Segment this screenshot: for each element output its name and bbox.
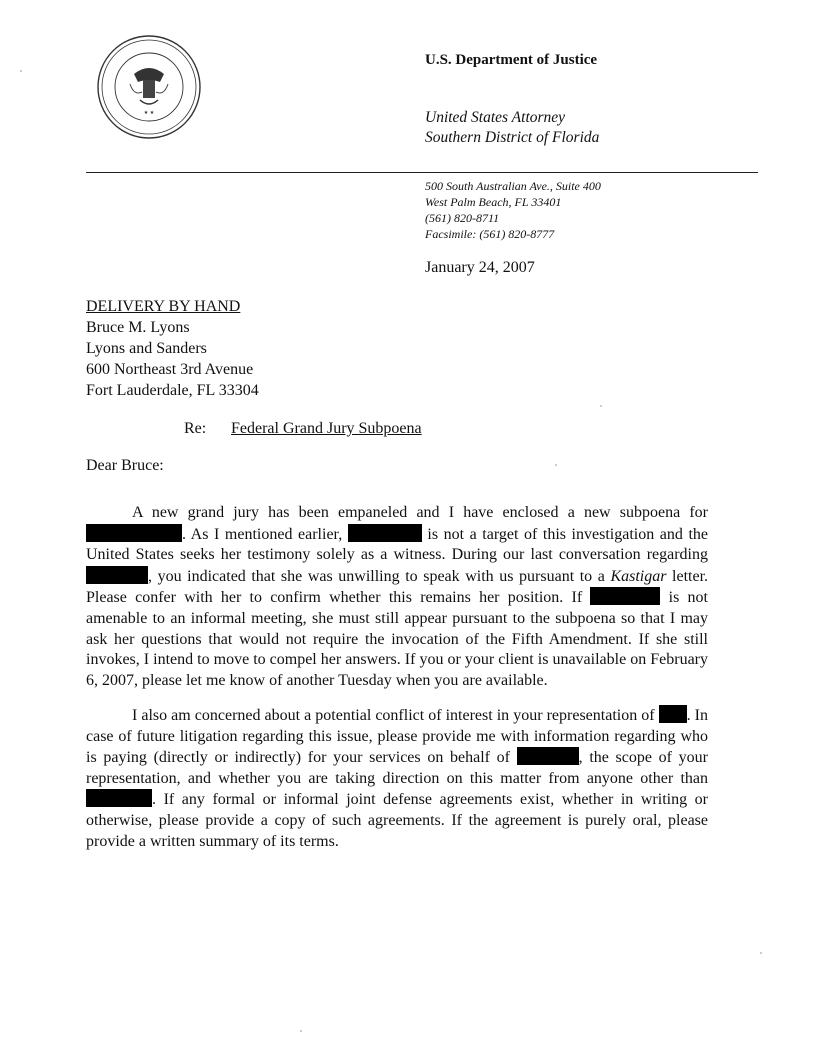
text-segment: I also am concerned about a potential conflict of interest in your representation of	[132, 707, 659, 724]
text-segment: is not amenable to an informal meeting, she must still appear pursuant to the subpoena so that I may ask her questions that would not require the invocation of the Fifth Amendment. If she still invokes, I intend to move to compel her answers. If you or your client is unavailable on February 6, 2007, please let me know of another Tuesday when you are available.	[86, 589, 708, 689]
text-segment: , you indicated that she was unwilling to speak with us pursuant to a	[148, 567, 611, 585]
doj-seal	[96, 34, 202, 140]
body-paragraph-1	[86, 503, 708, 691]
recipient-name: Bruce M. Lyons	[86, 319, 190, 336]
address-line: 500 South Australian Ave., Suite 400	[425, 179, 601, 193]
office-line-2: Southern District of Florida	[425, 129, 600, 146]
text-segment: . If any formal or informal joint defense agreements exist, whether in writing or otherwise, please provide a copy of such agreements. If the agreement is purely oral, please provide a written summary of its terms.	[86, 791, 708, 850]
office-address	[425, 178, 601, 242]
redaction	[590, 587, 660, 605]
scan-speck	[600, 405, 602, 407]
text-segment: letter. Please confer with her to confirm whether this remains her position. If	[86, 567, 709, 607]
kastigar-italic: Kastigar	[610, 567, 667, 585]
address-line: West Palm Beach, FL 33401	[425, 195, 562, 209]
recipient-firm: Lyons and Sanders	[86, 340, 207, 357]
svg-text:★ ★: ★ ★	[143, 110, 155, 116]
redaction	[86, 524, 182, 542]
body-paragraph-2	[86, 705, 708, 852]
delivery-method: DELIVERY BY HAND	[86, 298, 241, 315]
scan-speck	[300, 1030, 302, 1032]
text-segment: A new grand jury has been empaneled and I have enclosed a new subpoena for	[132, 504, 708, 521]
office-block	[425, 108, 599, 148]
scan-speck	[20, 70, 22, 72]
header-rule	[86, 172, 758, 173]
re-subject: Federal Grand Jury Subpoena	[231, 420, 422, 437]
recipient-city: Fort Lauderdale, FL 33304	[86, 382, 259, 399]
redaction	[517, 747, 579, 765]
text-segment: . In case of future litigation regarding this issue, please provide me with information regarding who is paying (directly or indirectly) for your services on behalf of	[86, 707, 709, 767]
redaction	[86, 566, 148, 584]
recipient-street: 600 Northeast 3rd Avenue	[86, 361, 254, 378]
letter-date: January 24, 2007	[425, 259, 535, 276]
text-segment: , the scope of your representation, and whether you are taking direction on this matter from anyone other than	[86, 749, 708, 787]
scan-speck	[760, 952, 762, 954]
phone-line: (561) 820-8711	[425, 211, 500, 225]
redaction	[348, 524, 422, 542]
salutation: Dear Bruce:	[86, 457, 164, 474]
fax-line: Facsimile: (561) 820-8777	[425, 227, 555, 241]
text-segment: is not a target of this investigation and the United States seeks her testimony solely as a witness. During our last conversation regarding	[86, 525, 708, 564]
text-segment: . As I mentioned earlier,	[182, 525, 348, 543]
redaction	[659, 705, 687, 723]
re-label: Re:	[184, 420, 207, 437]
recipient-block	[86, 296, 259, 401]
scan-speck	[555, 464, 557, 466]
office-line-1: United States Attorney	[425, 109, 566, 126]
redaction	[86, 789, 152, 807]
department-name: U.S. Department of Justice	[425, 52, 598, 68]
